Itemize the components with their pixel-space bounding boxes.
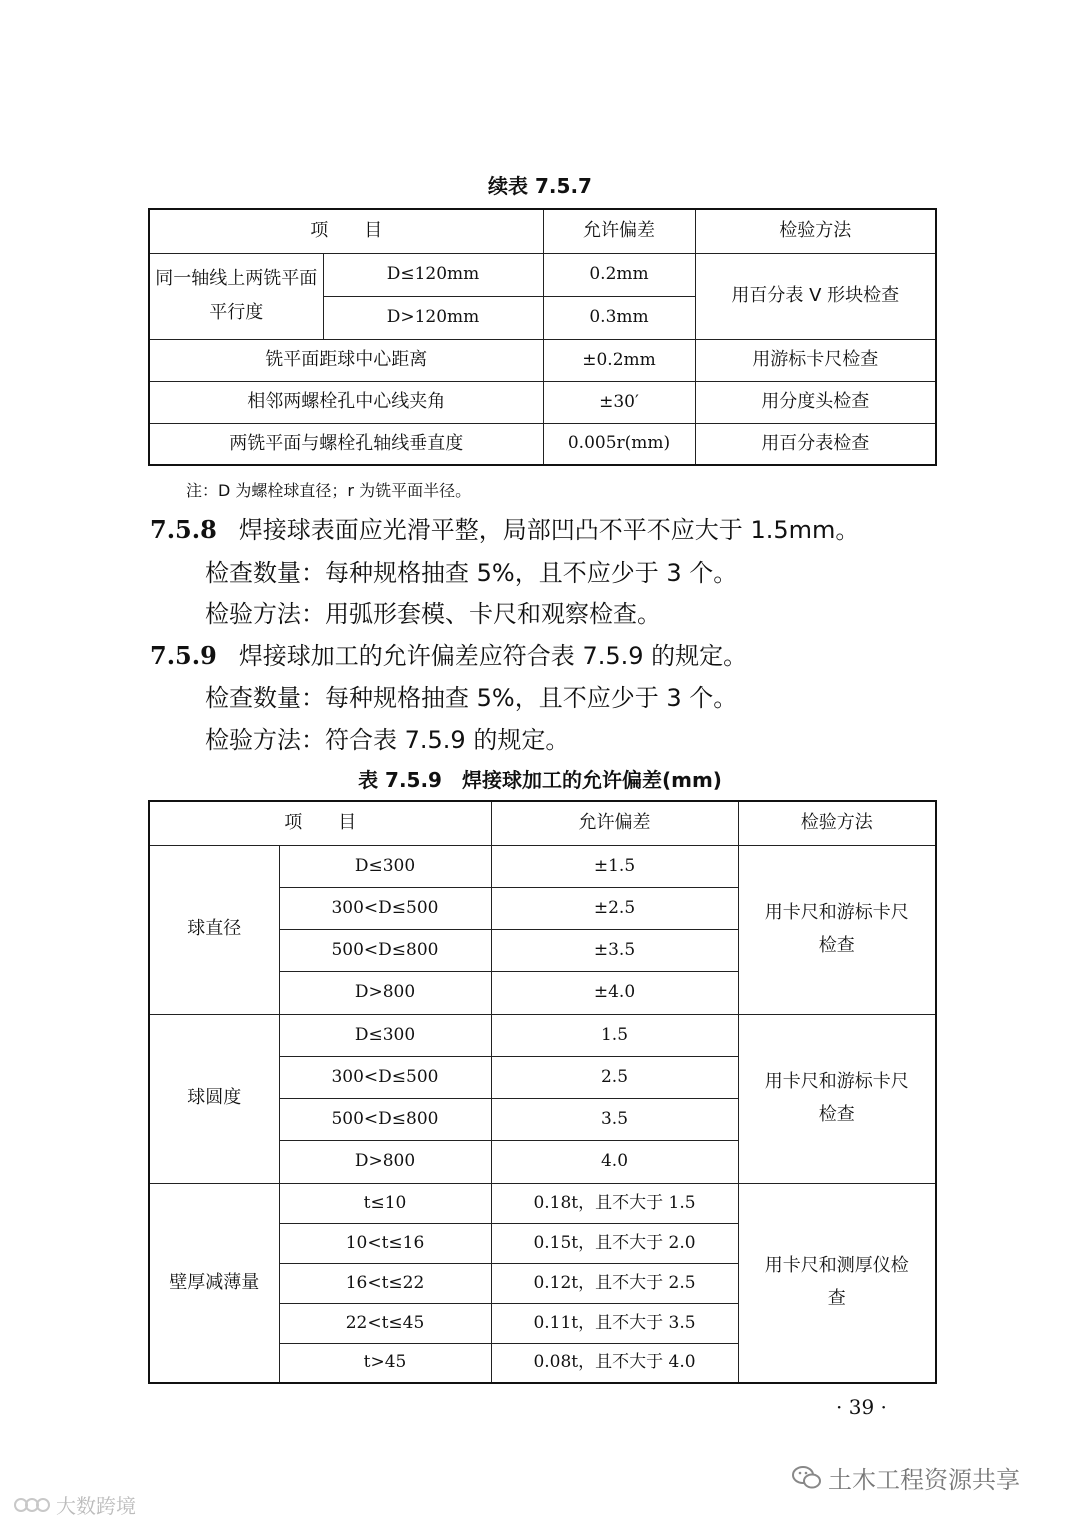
table2-condition: 22<t≤45 [279, 1303, 491, 1343]
table-row [149, 1014, 936, 1056]
table1-method: 用分度头检查 [695, 381, 936, 423]
table1-method: 用百分表检查 [695, 423, 936, 465]
table1-tolerance: 0.3mm [543, 296, 695, 339]
table2-caption: 表 7.5.9 焊接球加工的允许偏差(mm) [358, 768, 722, 792]
table-row [149, 381, 936, 423]
table1-tolerance: 0.005r(mm) [543, 423, 695, 465]
table1-header-method: 检验方法 [695, 209, 936, 253]
table2-condition: D≤300 [279, 1014, 491, 1056]
table2-condition: D>800 [279, 1140, 491, 1183]
table1-tolerance: ±30′ [543, 381, 695, 423]
table1-header-row [149, 209, 936, 253]
table1-header-item: 项 目 [149, 209, 543, 253]
table1-tolerance: 0.2mm [543, 253, 695, 296]
table1-caption: 续表 7.5.7 [488, 174, 592, 198]
clause-7-5-9 [150, 636, 747, 671]
table1-item: 相邻两螺栓孔中心线夹角 [149, 381, 543, 423]
clause-text: 焊接球加工的允许偏差应符合表 7.5.9 的规定。 [238, 642, 748, 670]
clause-7-5-9-quantity: 检查数量：每种规格抽查 5%，且不应少于 3 个。 [205, 684, 738, 712]
table2-tolerance: 2.5 [491, 1056, 738, 1098]
table1-condition: D≤120mm [323, 253, 543, 296]
table2-header-tolerance: 允许偏差 [491, 801, 738, 845]
watermark-right-text: 土木工程资源共享 [828, 1466, 1020, 1494]
table1-item: 铣平面距球中心距离 [149, 339, 543, 381]
table2-tolerance: ±2.5 [491, 887, 738, 929]
table2-condition: D≤300 [279, 845, 491, 887]
table2-condition: 500<D≤800 [279, 929, 491, 971]
table2-group-method: 用卡尺和游标卡尺检查 [738, 1014, 936, 1183]
table1 [148, 208, 937, 466]
table-row [149, 845, 936, 887]
table2-condition: D>800 [279, 971, 491, 1014]
table2-group-item: 壁厚减薄量 [149, 1183, 279, 1383]
table2-condition: 300<D≤500 [279, 1056, 491, 1098]
table2-tolerance: 4.0 [491, 1140, 738, 1183]
table2-tolerance: 1.5 [491, 1014, 738, 1056]
table2-condition: 500<D≤800 [279, 1098, 491, 1140]
table2-condition: t≤10 [279, 1183, 491, 1223]
clause-text: 焊接球表面应光滑平整，局部凹凸不平不应大于 1.5mm。 [238, 516, 860, 544]
table2 [148, 800, 937, 1384]
table2-tolerance: 0.18t，且不大于 1.5 [491, 1183, 738, 1223]
table2-header-method: 检验方法 [738, 801, 936, 845]
table2-tolerance: 3.5 [491, 1098, 738, 1140]
table2-group-method: 用卡尺和游标卡尺检查 [738, 845, 936, 1014]
table2-tolerance: ±4.0 [491, 971, 738, 1014]
table1-note: 注：D 为螺栓球直径；r 为铣平面半径。 [186, 481, 472, 500]
table1-item: 两铣平面与螺栓孔轴线垂直度 [149, 423, 543, 465]
table2-condition: 300<D≤500 [279, 887, 491, 929]
clause-7-5-8-method: 检验方法：用弧形套模、卡尺和观察检查。 [205, 600, 661, 628]
table2-group-method: 用卡尺和测厚仪检查 [738, 1183, 936, 1383]
table2-condition: 10<t≤16 [279, 1223, 491, 1263]
watermark-logo-icon [14, 1495, 50, 1520]
clause-number: 7.5.8 [150, 515, 217, 544]
table1-tolerance: ±0.2mm [543, 339, 695, 381]
table1-group-item: 同一轴线上两铣平面平行度 [149, 253, 323, 339]
table2-tolerance: 0.08t，且不大于 4.0 [491, 1343, 738, 1383]
watermark-left [14, 1490, 136, 1520]
table1-condition: D>120mm [323, 296, 543, 339]
clause-7-5-9-method: 检验方法：符合表 7.5.9 的规定。 [205, 726, 570, 754]
table2-header-row [149, 801, 936, 845]
table1-group-method: 用百分表 V 形块检查 [695, 253, 936, 339]
clause-7-5-8 [150, 510, 859, 545]
table2-tolerance: 0.11t，且不大于 3.5 [491, 1303, 738, 1343]
table-row [149, 253, 936, 296]
table2-tolerance: ±1.5 [491, 845, 738, 887]
table1-method: 用游标卡尺检查 [695, 339, 936, 381]
table2-group-item: 球直径 [149, 845, 279, 1014]
table2-tolerance: 0.15t，且不大于 2.0 [491, 1223, 738, 1263]
table-row [149, 1183, 936, 1223]
wechat-icon [792, 1465, 822, 1497]
page-number: · 39 · [836, 1395, 887, 1419]
watermark-right [792, 1460, 1020, 1497]
table2-tolerance: 0.12t，且不大于 2.5 [491, 1263, 738, 1303]
table1-header-tolerance: 允许偏差 [543, 209, 695, 253]
table2-condition: 16<t≤22 [279, 1263, 491, 1303]
table2-tolerance: ±3.5 [491, 929, 738, 971]
table-row [149, 423, 936, 465]
table-row [149, 339, 936, 381]
clause-7-5-8-quantity: 检查数量：每种规格抽查 5%，且不应少于 3 个。 [205, 559, 738, 587]
watermark-left-text: 大数跨境 [56, 1494, 136, 1518]
table2-group-item: 球圆度 [149, 1014, 279, 1183]
table2-condition: t>45 [279, 1343, 491, 1383]
clause-number: 7.5.9 [150, 641, 217, 670]
table2-header-item: 项 目 [149, 801, 491, 845]
